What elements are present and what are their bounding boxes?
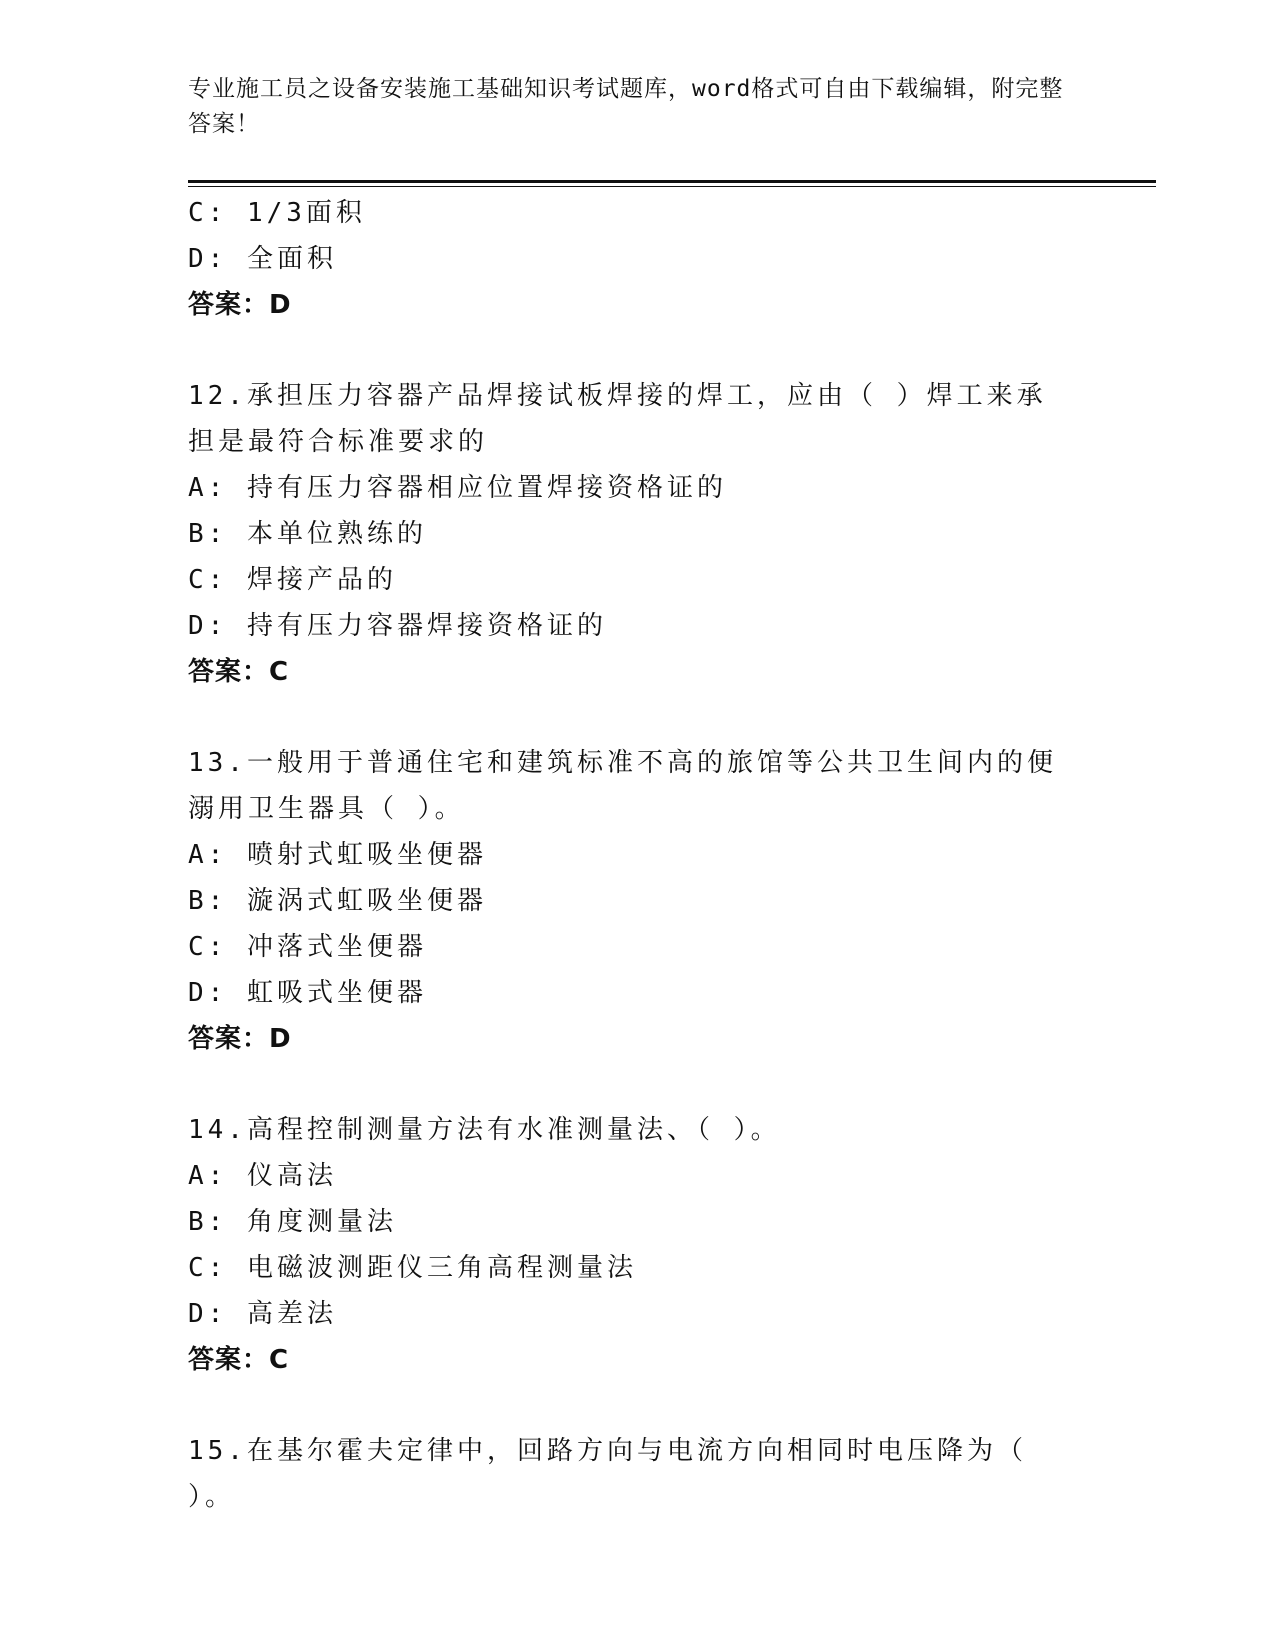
document-header: 专业施工员之设备安装施工基础知识考试题库，word格式可自由下载编辑，附完整答案！ xyxy=(188,76,1064,137)
answer-line: 答案：C xyxy=(188,657,290,687)
option-b: B: 角度测量法 xyxy=(188,1207,397,1237)
spacer xyxy=(188,1062,1088,1107)
spacer xyxy=(188,695,1088,740)
question-list xyxy=(188,190,1088,1520)
question-stem: 12.承担压力容器产品焊接试板焊接的焊工，应由（ ）焊工来承担是最符合标准要求的 xyxy=(188,381,1047,457)
question-stem: 13.一般用于普通住宅和建筑标准不高的旅馆等公共卫生间内的便溺用卫生器具（ ）。 xyxy=(188,748,1057,824)
option-c: C: 冲落式坐便器 xyxy=(188,932,427,962)
question-13 xyxy=(188,740,1088,1062)
option-d: D: 虹吸式坐便器 xyxy=(188,978,427,1008)
question-stem: 15.在基尔霍夫定律中，回路方向与电流方向相同时电压降为（ ）。 xyxy=(188,1436,1027,1512)
option-b: B: 本单位熟练的 xyxy=(188,519,427,549)
question-11-tail xyxy=(188,190,1088,328)
option-c: C: 焊接产品的 xyxy=(188,565,397,595)
option-d: D: 全面积 xyxy=(188,244,337,274)
option-a: A: 仪高法 xyxy=(188,1161,337,1191)
option-a: A: 持有压力容器相应位置焊接资格证的 xyxy=(188,473,727,503)
option-c: C: 1/3面积 xyxy=(188,198,366,228)
header-rule-thick xyxy=(188,180,1156,183)
question-stem: 14.高程控制测量方法有水准测量法、（ ）。 xyxy=(188,1115,781,1145)
option-b: B: 漩涡式虹吸坐便器 xyxy=(188,886,487,916)
answer-line: 答案：D xyxy=(188,1024,292,1054)
header-rule-thin xyxy=(188,186,1156,187)
option-d: D: 高差法 xyxy=(188,1299,337,1329)
option-c: C: 电磁波测距仪三角高程测量法 xyxy=(188,1253,637,1283)
question-15 xyxy=(188,1428,1088,1520)
answer-line: 答案：D xyxy=(188,290,292,320)
answer-line: 答案：C xyxy=(188,1345,290,1375)
option-a: A: 喷射式虹吸坐便器 xyxy=(188,840,487,870)
question-14 xyxy=(188,1107,1088,1383)
question-12 xyxy=(188,373,1088,695)
spacer xyxy=(188,328,1088,373)
spacer xyxy=(188,1383,1088,1428)
option-d: D: 持有压力容器焊接资格证的 xyxy=(188,611,607,641)
